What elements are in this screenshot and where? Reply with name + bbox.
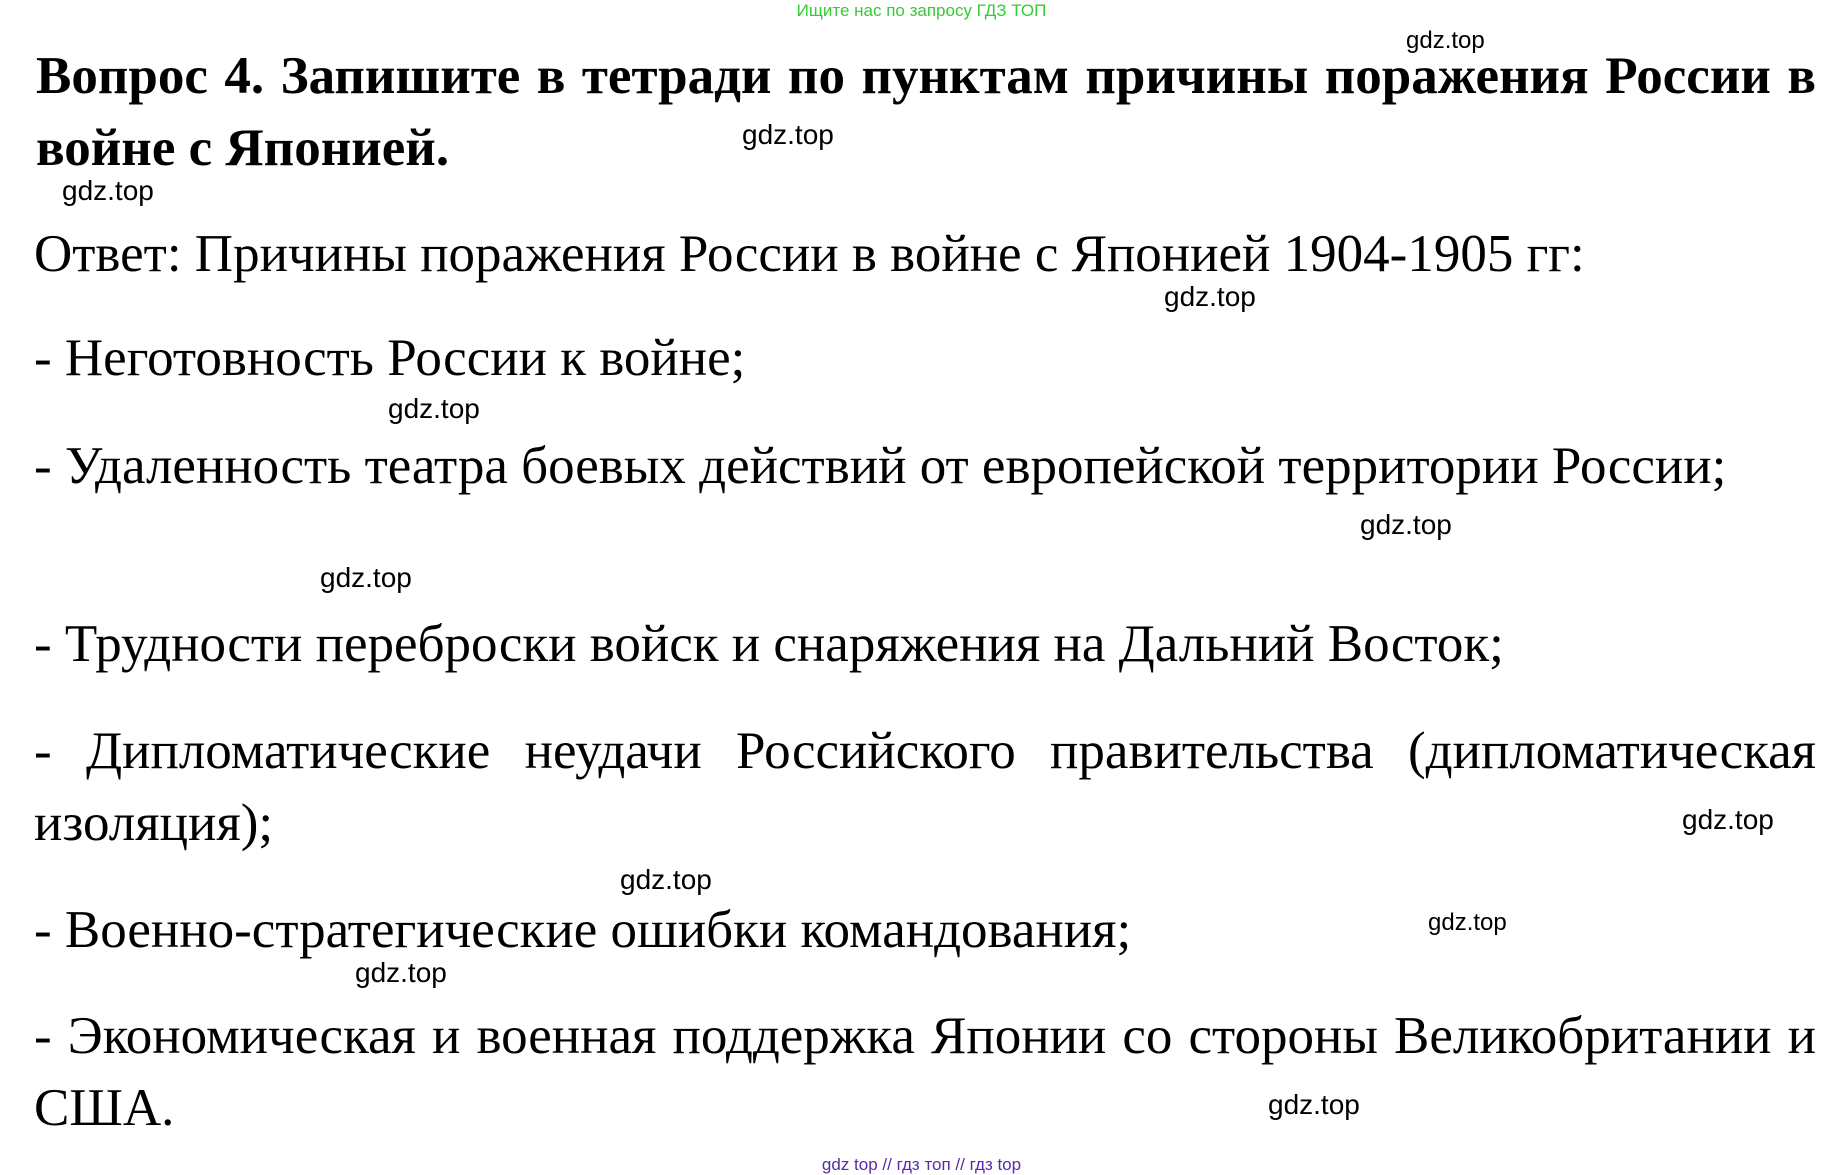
footer-links: gdz top // гдз топ // гдз top: [821, 1155, 1022, 1174]
answer-item: - Трудности переброски войск и снаряжения на Дальний Восток;: [34, 615, 1504, 673]
watermark: gdz.top: [355, 957, 447, 988]
answer-item: - Неготовность России к войне;: [34, 329, 746, 387]
answer-item: - Военно-стратегические ошибки командования;: [34, 901, 1132, 959]
watermark: gdz.top: [1164, 281, 1256, 312]
watermark: gdz.top: [388, 393, 480, 424]
watermark: gdz.top: [1268, 1089, 1360, 1120]
answer-item: - Дипломатические неудачи Российского правительства (дипломатическая изоляция);: [34, 722, 1816, 852]
answer-item: - Удаленность театра боевых действий от европейской территории России;: [34, 437, 1727, 495]
question-heading: Вопрос 4. Запишите в тетради по пунктам причины поражения России в войне с Японией.: [36, 47, 1816, 177]
watermark: gdz.top: [1682, 804, 1774, 835]
watermark: gdz.top: [742, 119, 834, 150]
watermark: gdz.top: [1406, 27, 1485, 54]
watermark: gdz.top: [1428, 909, 1507, 936]
watermark: gdz.top: [320, 562, 412, 593]
watermark: gdz.top: [1360, 509, 1452, 540]
watermark: gdz.top: [62, 175, 154, 206]
top-banner: Ищите нас по запросу ГДЗ ТОП: [796, 1, 1047, 20]
watermark: gdz.top: [620, 864, 712, 895]
answer-item: - Экономическая и военная поддержка Японии со стороны Великобритании и США.: [34, 1007, 1816, 1137]
answer-intro: Ответ: Причины поражения России в войне с Японией 1904-1905 гг:: [34, 225, 1585, 283]
